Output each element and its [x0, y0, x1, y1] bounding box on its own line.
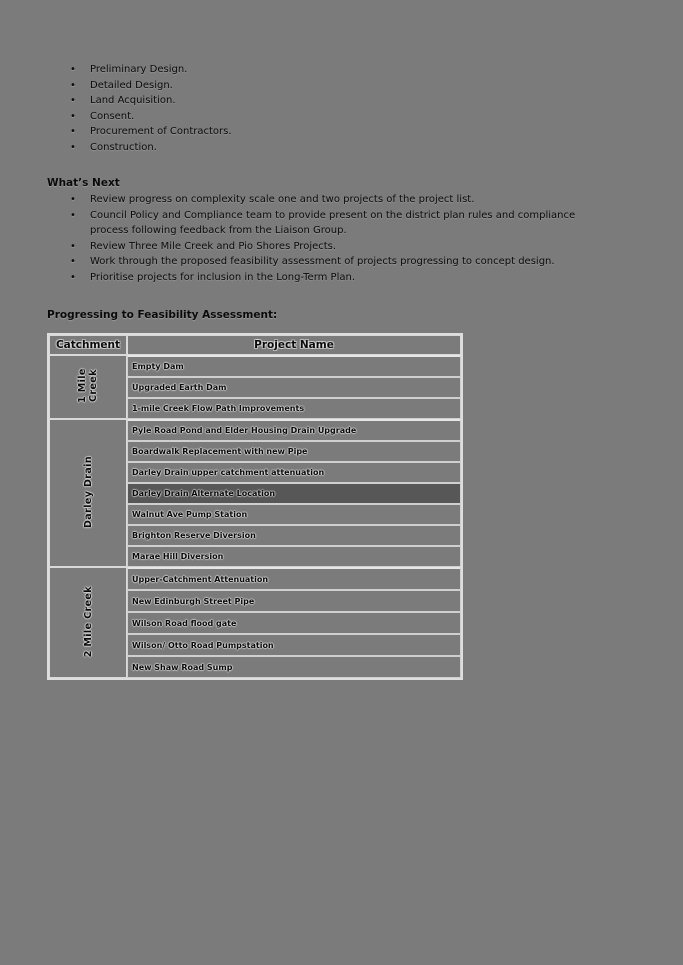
feasibility-heading: Progressing to Feasibility Assessment:: [47, 309, 278, 321]
phase-list-item: • Construction.: [47, 140, 613, 156]
project-name-cell: Brighton Reserve Diversion: [127, 525, 461, 546]
phase-list-item: • Preliminary Design.: [47, 62, 613, 78]
catchment-cell: [49, 567, 127, 678]
project-phase-list: [47, 62, 613, 155]
whats-next-item: • Council Policy and Compliance team to provide present on the district plan rules and compliance process following feedback from the Liaison Group.: [47, 208, 613, 239]
table-row: [49, 567, 461, 590]
whats-next-item: • Review Three Mile Creek and Pio Shores Projects.: [47, 239, 613, 255]
whats-next-heading: What’s Next: [47, 177, 120, 189]
project-name-cell: 1-mile Creek Flow Path Improvements: [127, 398, 461, 419]
project-name-cell: Wilson/ Otto Road Pumpstation: [127, 634, 461, 656]
phase-list-item: • Procurement of Contractors.: [47, 124, 613, 140]
feasibility-table: [47, 333, 463, 680]
project-name-cell: Walnut Ave Pump Station: [127, 504, 461, 525]
project-name-cell: Pyle Road Pond and Elder Housing Drain Upgrade: [127, 419, 461, 441]
whats-next-item: • Review progress on complexity scale one and two projects of the project list.: [47, 192, 613, 208]
whats-next-item: • Prioritise projects for inclusion in the Long-Term Plan.: [47, 270, 613, 286]
phase-list-item: • Consent.: [47, 109, 613, 125]
catchment-column-header: Catchment: [49, 335, 127, 355]
table-row: [49, 419, 461, 441]
project-name-column-header: Project Name: [127, 335, 461, 355]
project-name-cell: Wilson Road flood gate: [127, 612, 461, 634]
project-name-cell: Marae Hill Diversion: [127, 546, 461, 567]
project-name-cell: Boardwalk Replacement with new Pipe: [127, 441, 461, 462]
catchment-label: 1 Mile Creek: [77, 368, 99, 404]
whats-next-item: • Work through the proposed feasibility assessment of projects progressing to concept design.: [47, 254, 613, 270]
whats-next-list: [47, 192, 613, 285]
phase-list-item: • Land Acquisition.: [47, 93, 613, 109]
project-name-cell: Darley Drain upper catchment attenuation: [127, 462, 461, 483]
catchment-cell: [49, 419, 127, 567]
phase-list-item: • Detailed Design.: [47, 78, 613, 94]
catchment-label: Darley Drain: [82, 456, 94, 528]
catchment-cell: [49, 355, 127, 419]
table-header-row: [49, 335, 461, 355]
project-name-cell: Upgraded Earth Dam: [127, 377, 461, 398]
project-name-cell: Empty Dam: [127, 355, 461, 377]
project-name-cell: New Shaw Road Sump: [127, 656, 461, 678]
catchment-label: 2 Mile Creek: [82, 585, 94, 658]
project-name-cell: Upper-Catchment Attenuation: [127, 567, 461, 590]
project-name-cell: New Edinburgh Street Pipe: [127, 590, 461, 612]
table-row: [49, 355, 461, 377]
project-name-cell: Darley Drain Alternate Location: [127, 483, 461, 504]
